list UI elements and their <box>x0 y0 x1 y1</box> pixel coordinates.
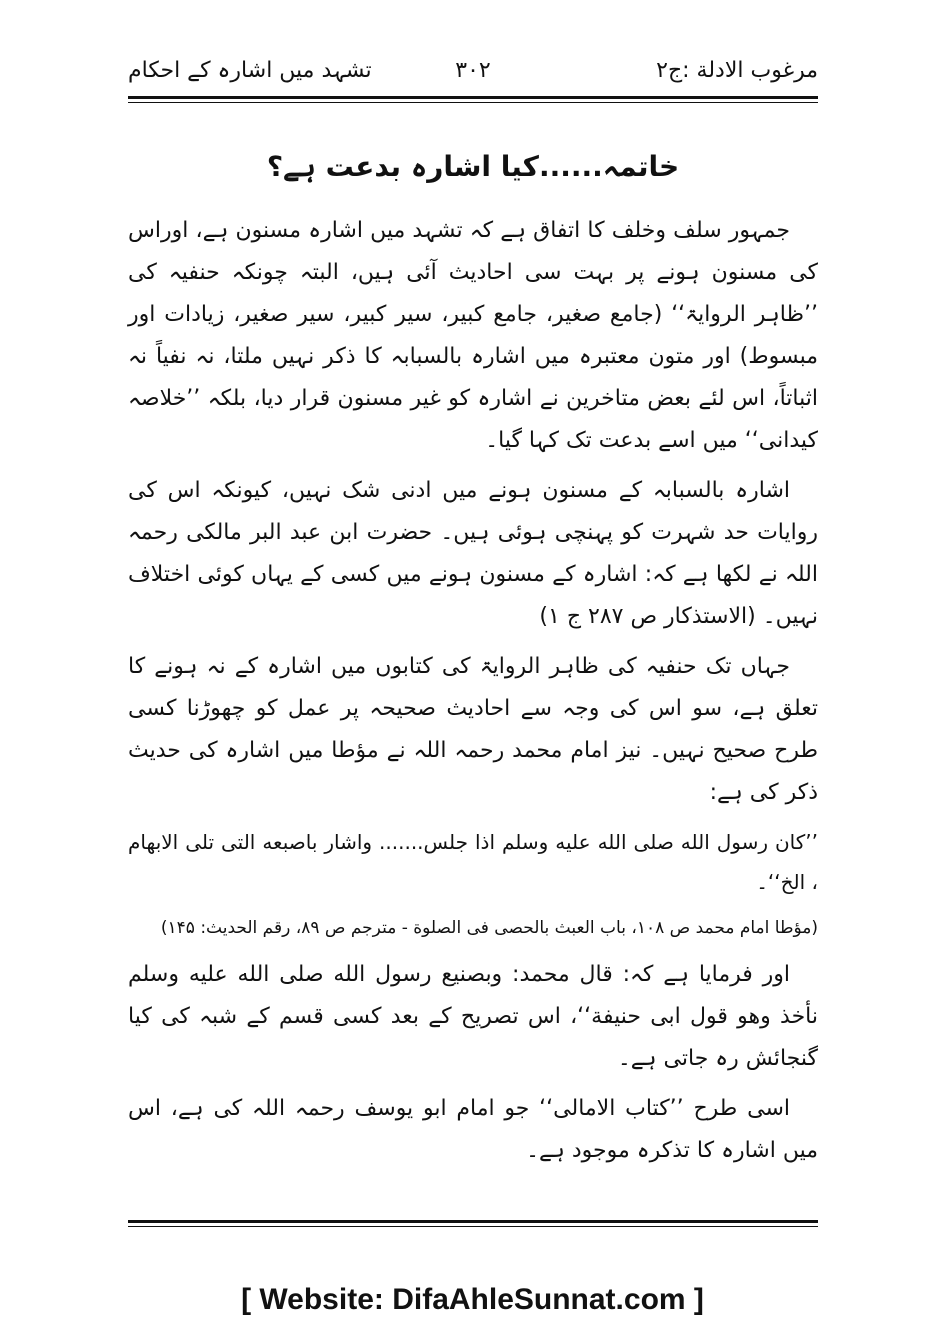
hadith-reference: (مؤطا امام محمد ص ۱۰۸، باب العبث بالحصى فى الصلوة - مترجم ص ۸۹، رقم الحديث: ۱۴۵) <box>160 918 818 938</box>
footer-rule <box>128 1220 818 1223</box>
page-number: ۳۰۲ <box>455 58 491 83</box>
hadith-quote: ’’کان رسول الله صلى الله عليه وسلم اذا جلس....... واشار باصبعه التى تلى الابهام ، الخ‘‘۔ <box>128 830 818 894</box>
footer-rule-thin <box>128 1226 818 1227</box>
section-title: خاتمہ......کیا اشارہ بدعت ہے؟ <box>266 150 680 183</box>
paragraph-5: اسی طرح ’’کتاب الامالی‘‘ جو امام ابو یوسف رحمہ اللہ کی ہے، اس میں اشارہ کا تذکرہ موجود ہے۔ <box>128 1096 818 1163</box>
header-rule <box>128 96 818 99</box>
body-text <box>128 210 818 1180</box>
header-rule-thin <box>128 102 818 103</box>
book-title: مرغوب الادلة :ج۲ <box>656 58 818 83</box>
chapter-title: تشہد میں اشارہ کے احکام <box>128 58 372 83</box>
paragraph-4: اور فرمایا ہے کہ: قال محمد: وبصنيع رسول الله صلى الله عليه وسلم نأخذ وهو قول ابى حنيفة‘‘، اس تصریح کے بعد کسی قسم کے شبہ کی کیا گنجائش رہ جاتی ہے۔ <box>128 962 818 1071</box>
website-footer: [ Website: DifaAhleSunnat.com ] <box>241 1283 704 1316</box>
paragraph-1: جمہور سلف وخلف کا اتفاق ہے کہ تشہد میں اشارہ مسنون ہے، اوراس کی مسنون ہونے پر بہت سی احادیث آئی ہیں، البتہ چونکہ حنفیہ کی ’’ظاہر الروایۃ‘‘ (جامع صغیر، جامع کبیر، سیر کبیر، سیر صغیر، زیادات اور مبسوط) اور متون معتبرہ میں اشارہ بالسبابہ کا ذکر نہیں ملتا، نہ نفیاً نہ اثباتاً، اس لئے بعض متاخرین نے اشارہ کو غیر مسنون قرار دیا، بلکہ ’’خلاصہ کیدانی‘‘ میں اسے بدعت تک کہا گیا۔ <box>128 218 818 453</box>
running-header <box>128 52 818 92</box>
paragraph-2: اشارہ بالسبابہ کے مسنون ہونے میں ادنی شک نہیں، کیونکہ اس کی روایات حد شہرت کو پہنچی ہوئی ہیں۔ حضرت ابن عبد البر مالکی رحمہ اللہ نے لکھا ہے کہ: اشارہ کے مسنون ہونے میں کسی کے یہاں کوئی اختلاف نہیں۔ (الاستذکار ص ۲۸۷ ج ۱) <box>128 478 818 629</box>
paragraph-3: جہاں تک حنفیہ کی ظاہر الروایۃ کی کتابوں میں اشارہ کے نہ ہونے کا تعلق ہے، سو اس کی وجہ سے احادیث صحیحہ پر عمل کو چھوڑنا کسی طرح صحیح نہیں۔ نیز امام محمد رحمہ اللہ نے مؤطا میں اشارہ کی حدیث ذکر کی ہے: <box>128 654 818 805</box>
